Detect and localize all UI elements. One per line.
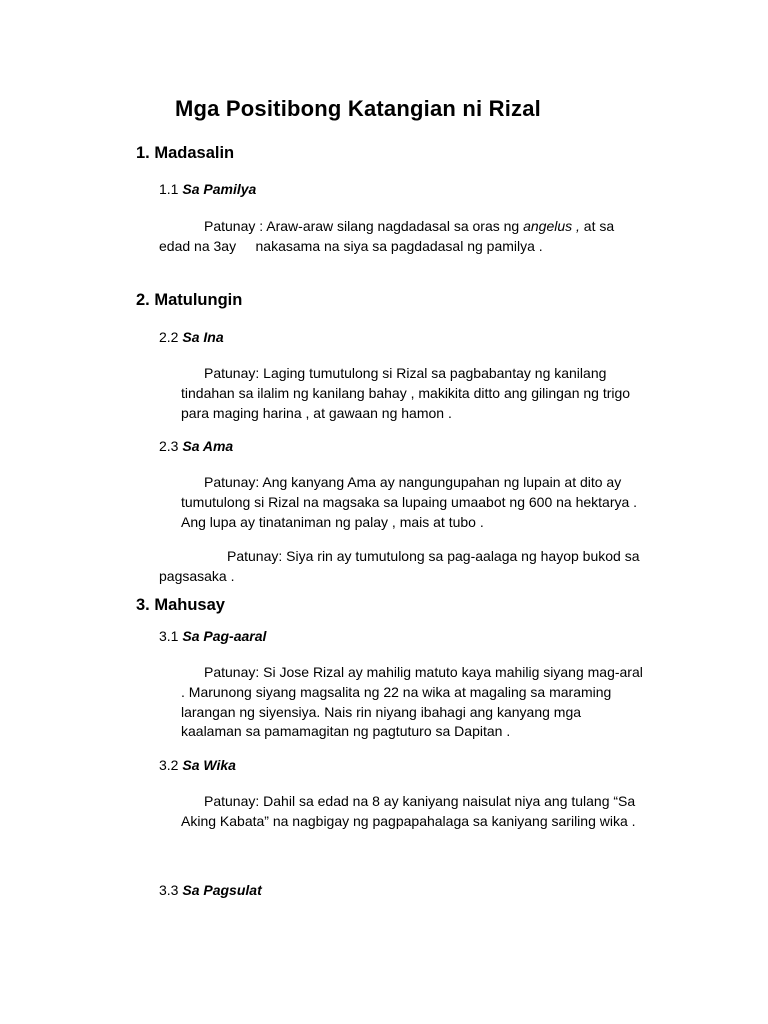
paragraph-line: kaalaman sa pamamagitan ng pagtuturo sa Dapitan . [181, 723, 511, 739]
paragraph-text: Patunay : Araw-araw silang nagdadasal sa oras ng [204, 218, 524, 234]
section-heading-mahusay: 3. Mahusay [136, 596, 225, 614]
subsection-name: Sa Pagsulat [182, 882, 262, 898]
subsection-number: 3.3 [159, 882, 179, 898]
paragraph-line: Patunay: Dahil sa edad na 8 ay kaniyang naisulat niya ang tulang “Sa [204, 793, 636, 809]
subsection-heading-sa-ina [159, 329, 224, 345]
section-heading-matulungin: 2. Matulungin [136, 291, 243, 309]
paragraph-line: . Marunong siyang magsalita ng 22 na wika at magaling sa maraming [181, 684, 612, 700]
subsection-heading-sa-pamilya [159, 181, 256, 197]
paragraph-line: edad na 3ay nakasama na siya sa pagdadasal ng pamilya . [159, 238, 543, 254]
subsection-name: Sa Pamilya [182, 181, 257, 197]
subsection-number: 3.1 [159, 628, 179, 644]
paragraph-line: para maging harina , at gawaan ng hamon . [181, 405, 452, 421]
paragraph-line: Patunay: Ang kanyang Ama ay nangungupahan ng lupain at dito ay [204, 474, 622, 490]
emphasis-text: angelus , [523, 218, 580, 234]
subsection-heading-sa-wika [159, 757, 236, 773]
paragraph-line: Ang lupa ay tinataniman ng palay , mais at tubo . [181, 514, 484, 530]
subsection-name: Sa Ama [182, 438, 234, 454]
paragraph-line: tumutulong si Rizal na magsaka sa lupaing umaabot ng 600 na hektarya . [181, 494, 638, 510]
paragraph-line: Patunay: Si Jose Rizal ay mahilig matuto kaya mahilig siyang mag-aral [204, 664, 643, 680]
paragraph-line: Patunay: Siya rin ay tumutulong sa pag-aalaga ng hayop bukod sa [227, 548, 640, 564]
subsection-heading-sa-pagsulat [159, 882, 262, 898]
subsection-number: 3.2 [159, 757, 179, 773]
subsection-number: 2.3 [159, 438, 179, 454]
subsection-name: Sa Wika [182, 757, 236, 773]
paragraph-line: Aking Kabata” na nagbigay ng pagpapahalaga sa kaniyang sariling wika . [181, 813, 636, 829]
page-title: Mga Positibong Katangian ni Rizal [175, 96, 541, 121]
paragraph-line: Patunay: Laging tumutulong si Rizal sa pagbabantay ng kanilang [204, 365, 607, 381]
paragraph-line: larangan ng siyensiya. Nais rin niyang ibahagi ang kanyang mga [181, 704, 582, 720]
subsection-heading-sa-pag-aaral [159, 628, 266, 644]
paragraph-line [204, 216, 614, 236]
paragraph-line: pagsasaka . [159, 568, 235, 584]
section-heading-madasalin: 1. Madasalin [136, 144, 235, 162]
subsection-name: Sa Pag-aaral [182, 628, 267, 644]
subsection-number: 2.2 [159, 329, 179, 345]
subsection-number: 1.1 [159, 181, 179, 197]
subsection-heading-sa-ama [159, 438, 233, 454]
paragraph-line: tindahan sa ilalim ng kanilang bahay , makikita ditto ang gilingan ng trigo [181, 385, 631, 401]
subsection-name: Sa Ina [182, 329, 224, 345]
paragraph-text: at sa [579, 218, 615, 234]
